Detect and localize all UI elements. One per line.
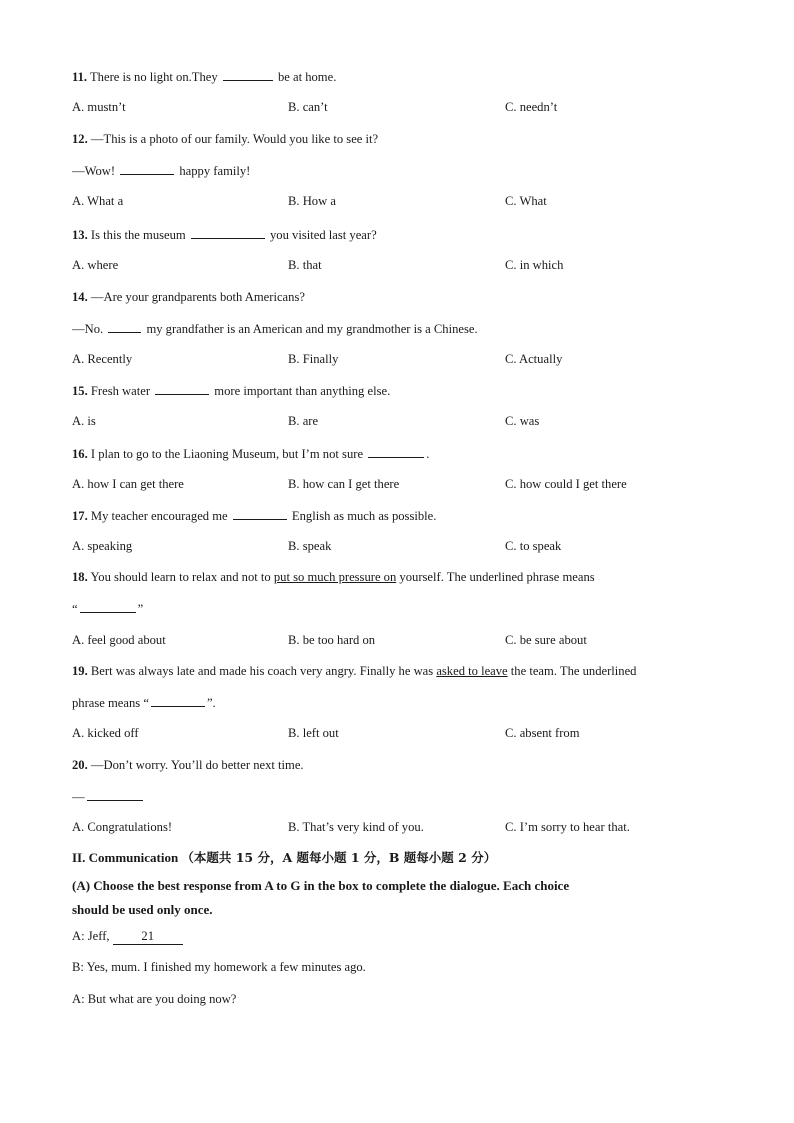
dialogue-line: A: But what are you doing now? xyxy=(72,992,237,1006)
option-c: C. was xyxy=(505,414,540,428)
answer-blank xyxy=(191,226,265,239)
option-c: C. I’m sorry to hear that. xyxy=(505,820,630,834)
question-14-line-2: —No. my grandfather is an American and my grandmother is a Chinese. xyxy=(72,322,478,336)
question-19-line-2: phrase means “ ”. xyxy=(72,696,216,710)
answer-blank xyxy=(368,445,424,458)
answer-blank xyxy=(80,600,136,613)
question-15: 15. Fresh water more important than anything else. xyxy=(72,384,391,398)
question-12: 12. —This is a photo of our family. Would you like to see it? xyxy=(72,132,379,146)
option-c: C. Actually xyxy=(505,352,563,366)
option-c: C. What xyxy=(505,194,547,208)
option-a: A. kicked off xyxy=(72,726,139,740)
question-18-line-2: “ ” xyxy=(72,602,144,616)
option-b: B. left out xyxy=(288,726,339,740)
part-a-instruction-line-2: should be used only once. xyxy=(72,902,213,917)
question-16: 16. I plan to go to the Liaoning Museum, but I’m not sure . xyxy=(72,447,430,461)
option-b: B. be too hard on xyxy=(288,633,376,647)
option-b: B. how can I get there xyxy=(288,477,400,491)
option-b: B. How a xyxy=(288,194,336,208)
question-17: 17. My teacher encouraged me English as much as possible. xyxy=(72,509,437,523)
answer-blank xyxy=(151,694,205,707)
answer-blank xyxy=(155,382,209,395)
option-a: A. Recently xyxy=(72,352,133,366)
answer-blank xyxy=(233,507,287,520)
option-a: A. is xyxy=(72,414,96,428)
dialogue-line: B: Yes, mum. I finished my homework a few minutes ago. xyxy=(72,960,366,974)
option-a: A. where xyxy=(72,258,119,272)
section-heading: II. Communication （本题共 15 分，A 题每小题 1 分，B 题每小题 2 分） xyxy=(72,850,497,865)
option-a: A. mustn’t xyxy=(72,100,126,114)
option-c: C. in which xyxy=(505,258,564,272)
answer-blank xyxy=(120,162,174,175)
option-a: A. speaking xyxy=(72,539,133,553)
answer-blank xyxy=(223,68,273,81)
question-20: 20. —Don’t worry. You’ll do better next time. xyxy=(72,758,304,772)
dialogue-line: A: Jeff, 21 xyxy=(72,928,183,945)
option-a: A. What a xyxy=(72,194,124,208)
question-18: 18. You should learn to relax and not to put so much pressure on yourself. The underlined phrase means xyxy=(72,570,595,584)
question-13: 13. Is this the museum you visited last year? xyxy=(72,228,377,242)
option-b: B. that xyxy=(288,258,322,272)
option-b: B. That’s very kind of you. xyxy=(288,820,424,834)
option-b: B. can’t xyxy=(288,100,328,114)
option-a: A. feel good about xyxy=(72,633,166,647)
question-12-line-2: —Wow! happy family! xyxy=(72,164,251,178)
question-14: 14. —Are your grandparents both Americans? xyxy=(72,290,305,304)
answer-blank xyxy=(87,788,143,801)
option-c: C. to speak xyxy=(505,539,562,553)
answer-blank xyxy=(108,320,141,333)
question-20-line-2: — xyxy=(72,788,145,805)
underlined-phrase: asked to leave xyxy=(436,664,508,678)
part-a-instruction: (A) Choose the best response from A to G in the box to complete the dialogue. Each choice xyxy=(72,878,570,893)
question-11: 11. There is no light on.They be at home. xyxy=(72,70,337,84)
underlined-phrase: put so much pressure on xyxy=(273,570,397,584)
option-c: C. be sure about xyxy=(505,633,587,647)
option-b: B. speak xyxy=(288,539,332,553)
option-a: A. how I can get there xyxy=(72,477,184,491)
option-c: C. needn’t xyxy=(505,100,558,114)
answer-blank: 21 xyxy=(113,928,183,945)
option-b: B. are xyxy=(288,414,319,428)
question-19: 19. Bert was always late and made his coach very angry. Finally he was asked to leave the team. The underlined xyxy=(72,664,637,678)
option-b: B. Finally xyxy=(288,352,339,366)
option-c: C. how could I get there xyxy=(505,477,627,491)
option-c: C. absent from xyxy=(505,726,580,740)
option-a: A. Congratulations! xyxy=(72,820,173,834)
